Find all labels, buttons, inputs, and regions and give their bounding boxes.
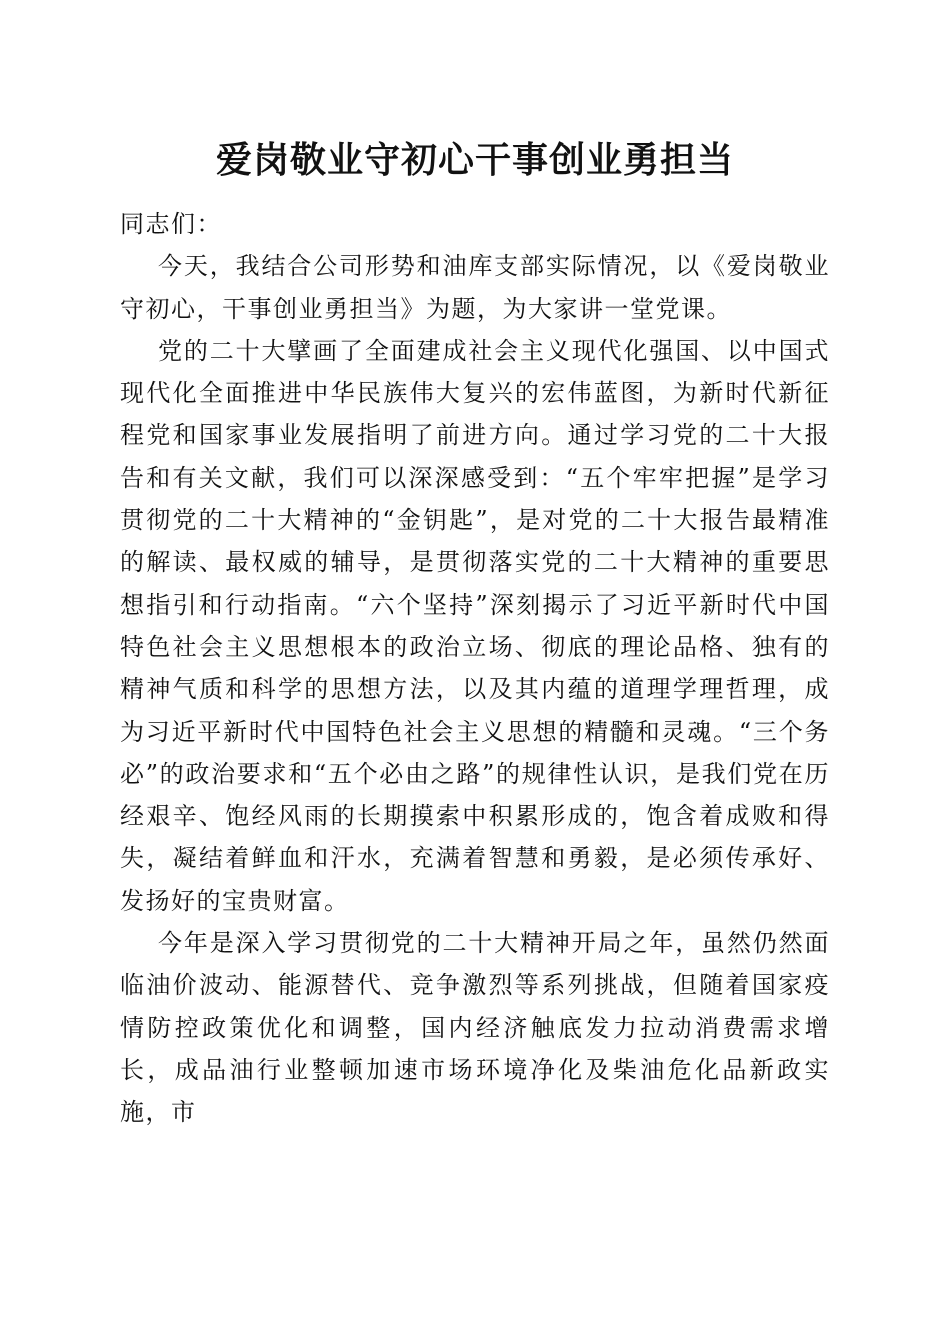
document-title: 爱岗敬业守初心干事创业勇担当	[215, 139, 734, 181]
paragraph-congress: 党的二十大擘画了全面建成社会主义现代化强国、以中国式现代化全面推进中华民族伟大复兴的宏伟蓝图，为新时代新征程党和国家事业发展指明了前进方向。通过学习党的二十大报告和有关文献，我们可以深深感受到：“五个牢牢把握”是学习贯彻党的二十大精神的“金钥匙”，是对党的二十大报告最精准的解读、最权威的辅导，是贯彻落实党的二十大精神的重要思想指引和行动指南。“六个坚持”深刻揭示了习近平新时代中国特色社会主义思想根本的政治立场、彻底的理论品格、独有的精神气质和科学的思想方法，以及其内蕴的道理学理哲理，成为习近平新时代中国特色社会主义思想的精髓和灵魂。“三个务必”的政治要求和“五个必由之路”的规律性认识，是我们党在历经艰辛、饱经风雨的长期摸索中积累形成的，饱含着成败和得失，凝结着鲜血和汗水，充满着智慧和勇毅，是必须传承好、发扬好的宝贵财富。	[120, 336, 830, 915]
paragraph-this-year: 今年是深入学习贯彻党的二十大精神开局之年，虽然仍然面临油价波动、能源替代、竞争激烈等系列挑战，但随着国家疫情防控政策优化和调整，国内经济触底发力拉动消费需求增长，成品油行业整顿加速市场环境净化及柴油危化品新政实施，市	[120, 929, 830, 1127]
salutation: 同志们：	[120, 210, 222, 238]
document-body	[120, 203, 830, 1134]
paragraph-intro: 今天，我结合公司形势和油库支部实际情况，以《爱岗敬业守初心，干事创业勇担当》为题，为大家讲一堂党课。	[120, 252, 830, 323]
